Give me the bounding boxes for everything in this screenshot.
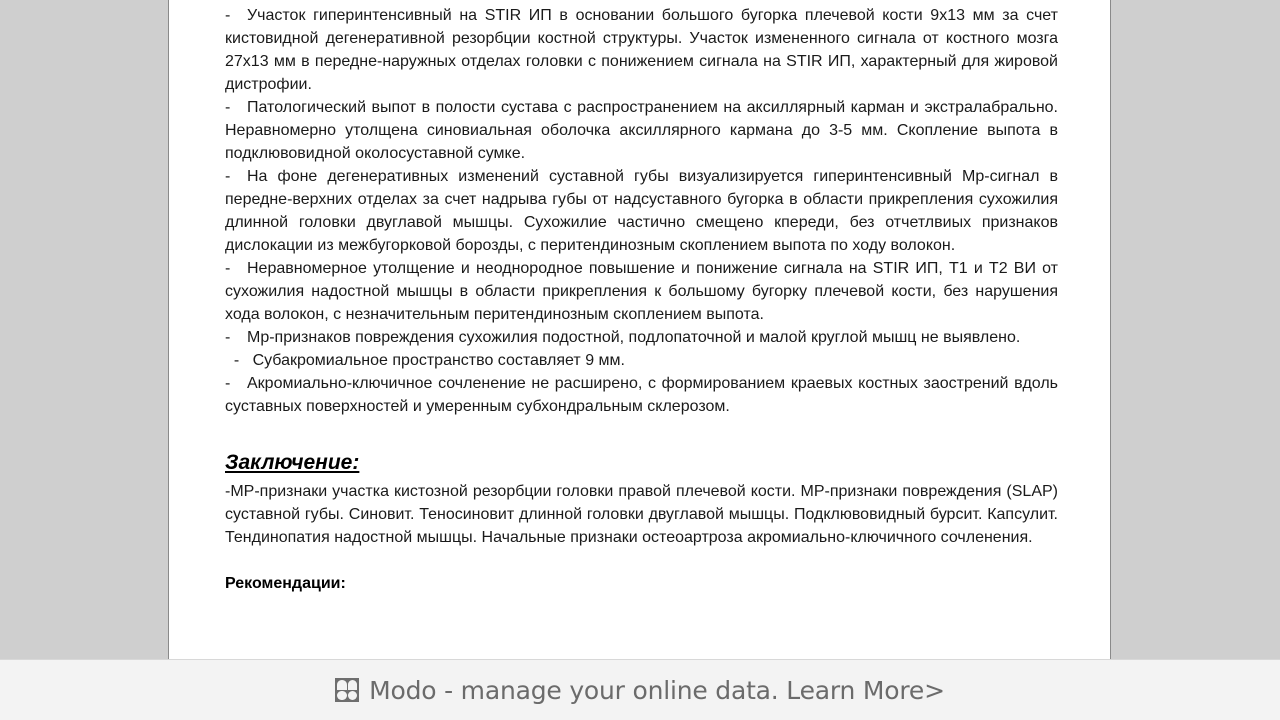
bullet-dash: - xyxy=(225,260,231,277)
finding-text: Патологический выпот в полости сустава с распространением на аксиллярный карман и экстралабрально. Неравномерно утолщена синовиальная оболочка аксиллярного кармана до 3-5 мм. Скопление выпота в подклювовидной околосуставной сумке. xyxy=(225,99,1058,162)
spacer xyxy=(225,549,1058,572)
modo-ad-banner[interactable] xyxy=(0,659,1280,720)
finding-paragraph xyxy=(225,257,1058,326)
finding-paragraph xyxy=(225,4,1058,96)
finding-paragraph xyxy=(225,96,1058,165)
finding-text: Участок гиперинтенсивный на STIR ИП в основании большого бугорка плечевой кости 9х13 мм за счет кистовидной дегенеративной резорбции костной структуры. Участок измененного сигнала от костного мозга 27х13 мм в передне-наружных отделах головки с понижением сигнала на STIR ИП, характерный для жировой дистрофии. xyxy=(225,7,1058,93)
document-page xyxy=(168,0,1111,660)
finding-paragraph xyxy=(225,349,1058,372)
modo-logo-icon xyxy=(335,678,359,702)
bullet-dash: - xyxy=(225,99,231,116)
bullet-dash: - xyxy=(225,7,231,24)
recommendations-heading: Рекомендации: xyxy=(225,575,346,592)
conclusion-heading: Заключение: xyxy=(225,451,360,474)
finding-text: Акромиально-ключичное сочленение не расширено, с формированием краевых костных заострений вдоль суставных поверхностей и умеренным субхондральным склерозом. xyxy=(225,375,1058,415)
finding-text: На фоне дегенеративных изменений суставной губы визуализируется гиперинтенсивный Мр-сигнал в передне-верхних отделах за счет надрыва губы от надсуставного бугорка в области прикрепления сухожилия длинной головки двуглавой мышцы. Сухожилие частично смещено кпереди, без отчетлвиых признаков дислокации из межбугорковой борозды, с перитендинозным скоплением выпота по ходу волокон. xyxy=(225,168,1058,254)
conclusion-text: -МР-признаки участка кистозной резорбции головки правой плечевой кости. МР-признаки повреждения (SLAP) суставной губы. Синовит. Теносиновит длинной головки двуглавой мышцы. Подклювовидный бурсит. Капсулит. Тендинопатия надостной мышцы. Начальные признаки остеоартроза акромиально-ключичного сочленения. xyxy=(225,483,1058,546)
bullet-dash: - xyxy=(225,329,231,346)
finding-paragraph xyxy=(225,165,1058,257)
document-content xyxy=(225,4,1058,595)
banner-link-text[interactable]: Modo - manage your online data. Learn More> xyxy=(369,675,945,705)
finding-paragraph xyxy=(225,372,1058,418)
bullet-dash: - xyxy=(233,352,240,369)
finding-text: Неравномерное утолщение и неоднородное повышение и понижение сигнала на STIR ИП, Т1 и Т2 ВИ от сухожилия надостной мышцы в области прикрепления к большому бугорку плечевой кости, без нарушения хода волокон, с незначительным перитендинозным скоплением выпота. xyxy=(225,260,1058,323)
finding-text: Мр-признаков повреждения сухожилия подостной, подлопаточной и малой круглой мышц не выявлено. xyxy=(247,329,1021,346)
finding-paragraph xyxy=(225,326,1058,349)
spacer xyxy=(225,418,1058,441)
finding-text: Субакромиальное пространство составляет 9 мм. xyxy=(252,352,625,369)
bullet-dash: - xyxy=(225,168,231,185)
bullet-dash: - xyxy=(225,375,231,392)
